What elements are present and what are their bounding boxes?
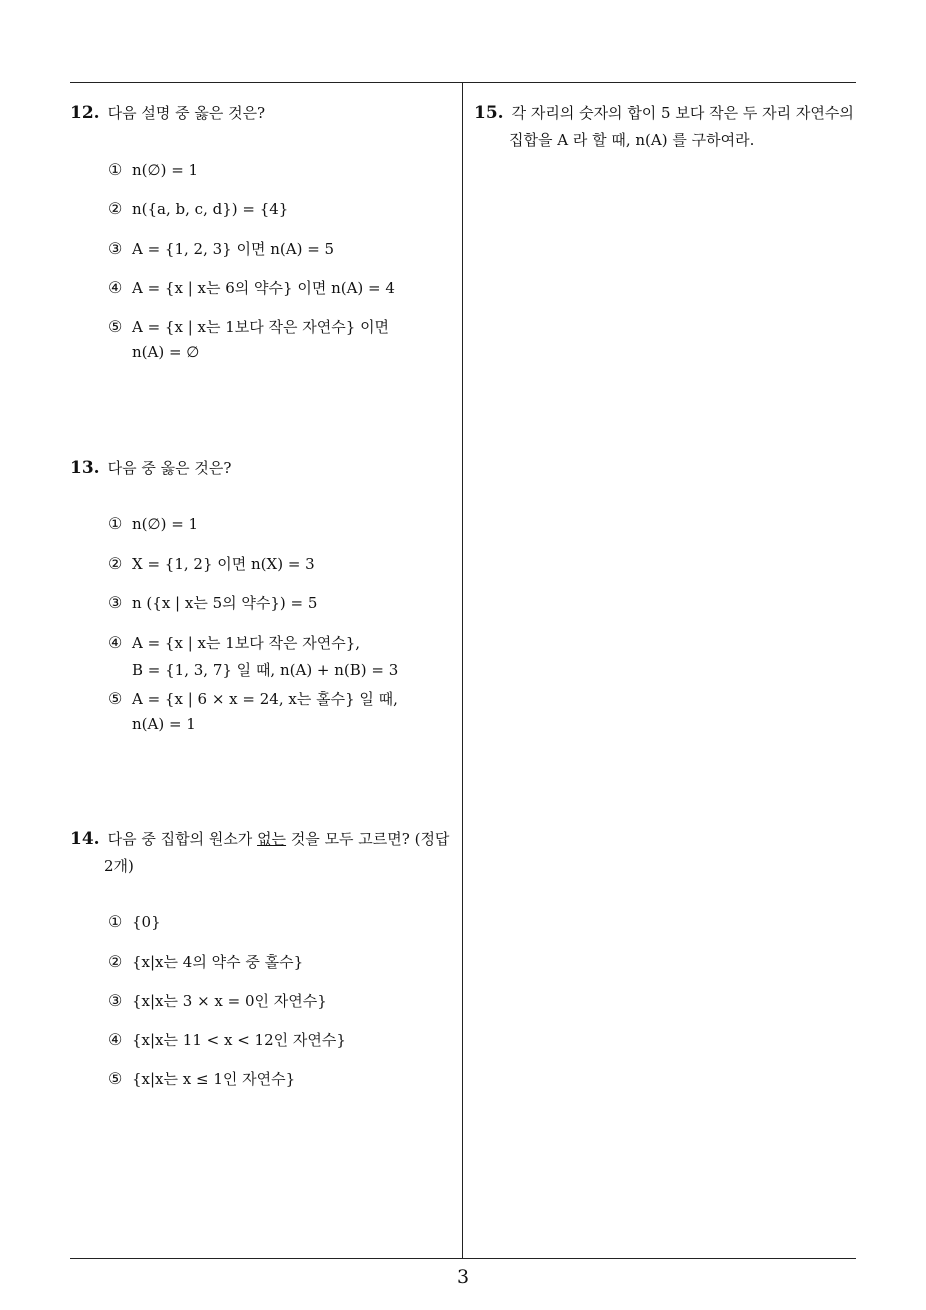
choice-3[interactable] (108, 990, 327, 1011)
choice-mark: ④ (108, 1030, 123, 1049)
choice-text: A = {x | x는 1보다 작은 자연수} 이면 (132, 318, 390, 336)
choice-4[interactable] (108, 277, 395, 298)
choice-mark: ⑤ (108, 689, 123, 708)
question-text: 다음 설명 중 옳은 것은? (107, 104, 266, 122)
column-divider (462, 82, 463, 1258)
choice-3[interactable] (108, 238, 334, 259)
choice-text: {x|x는 x ≤ 1인 자연수} (132, 1070, 296, 1088)
choice-mark: ⑤ (108, 1069, 123, 1088)
choice-4[interactable] (108, 1029, 346, 1050)
choice-5[interactable] (108, 1068, 295, 1089)
question-15 (474, 100, 859, 154)
question-number: 12. (70, 103, 100, 123)
choice-mark: ① (108, 514, 123, 533)
choice-text: A = {1, 2, 3} 이면 n(A) = 5 (132, 240, 335, 258)
choice-text: n(∅) = 1 (132, 161, 199, 179)
choice-text: A = {x | x는 1보다 작은 자연수}, (132, 634, 361, 652)
question-text (108, 826, 450, 853)
choice-5[interactable] (108, 316, 389, 337)
choice-1[interactable] (108, 912, 161, 931)
choice-mark: ③ (108, 239, 123, 258)
top-rule (70, 82, 856, 83)
question-text: 각 자리의 숫자의 합이 5 보다 작은 두 자리 자연수의 (511, 104, 854, 122)
bottom-rule (70, 1258, 856, 1259)
question-text: 다음 중 옳은 것은? (107, 459, 232, 477)
question-13 (70, 455, 455, 482)
choice-mark: ② (108, 199, 123, 218)
choice-mark: ⑤ (108, 317, 123, 336)
choice-mark: ③ (108, 593, 123, 612)
choice-text: {x|x는 4의 약수 중 홀수} (132, 953, 304, 971)
choice-5-continuation: n(A) = ∅ (132, 343, 200, 361)
choice-1[interactable] (108, 514, 198, 533)
choice-text: A = {x | 6 × x = 24, x는 홀수} 일 때, (132, 690, 398, 708)
question-text-line2: 집합을 A 라 할 때, n(A) 를 구하여라. (509, 131, 755, 149)
choice-4[interactable] (108, 632, 360, 653)
choice-text: n(∅) = 1 (132, 515, 199, 533)
choice-text: {0} (132, 913, 161, 931)
choice-mark: ④ (108, 278, 123, 297)
question-number: 15. (474, 103, 504, 123)
choice-mark: ① (108, 912, 123, 931)
choice-text: A = {x | x는 6의 약수} 이면 n(A) = 4 (132, 279, 395, 297)
question-text-line2: 2개) (104, 857, 134, 875)
underlined-word: 없는 (257, 830, 287, 848)
choice-5-continuation: n(A) = 1 (132, 715, 196, 733)
question-number: 13. (70, 458, 100, 478)
choice-2[interactable] (108, 199, 288, 218)
choice-4-continuation: B = {1, 3, 7} 일 때, n(A) + n(B) = 3 (132, 661, 399, 679)
choice-mark: ② (108, 554, 123, 573)
question-text-end: 것을 모두 고르면? (정답 (286, 830, 450, 848)
question-text-start: 다음 중 집합의 원소가 (107, 830, 258, 848)
choice-2[interactable] (108, 951, 303, 972)
choice-mark: ② (108, 952, 123, 971)
choice-text: n({a, b, c, d}) = {4} (132, 200, 289, 218)
choice-5[interactable] (108, 688, 398, 709)
choice-2[interactable] (108, 553, 315, 574)
question-number: 14. (70, 829, 100, 849)
choice-text: {x|x는 11 < x < 12인 자연수} (132, 1031, 346, 1049)
choice-mark: ③ (108, 991, 123, 1010)
choice-mark: ① (108, 160, 123, 179)
choice-mark: ④ (108, 633, 123, 652)
page-number: 3 (456, 1266, 470, 1288)
question-14 (70, 826, 460, 880)
choice-text: X = {1, 2} 이면 n(X) = 3 (132, 555, 315, 573)
question-12 (70, 100, 455, 127)
choice-text: n ({x | x는 5의 약수}) = 5 (132, 594, 318, 612)
choice-1[interactable] (108, 160, 198, 179)
choice-text: {x|x는 3 × x = 0인 자연수} (132, 992, 327, 1010)
choice-3[interactable] (108, 592, 317, 613)
